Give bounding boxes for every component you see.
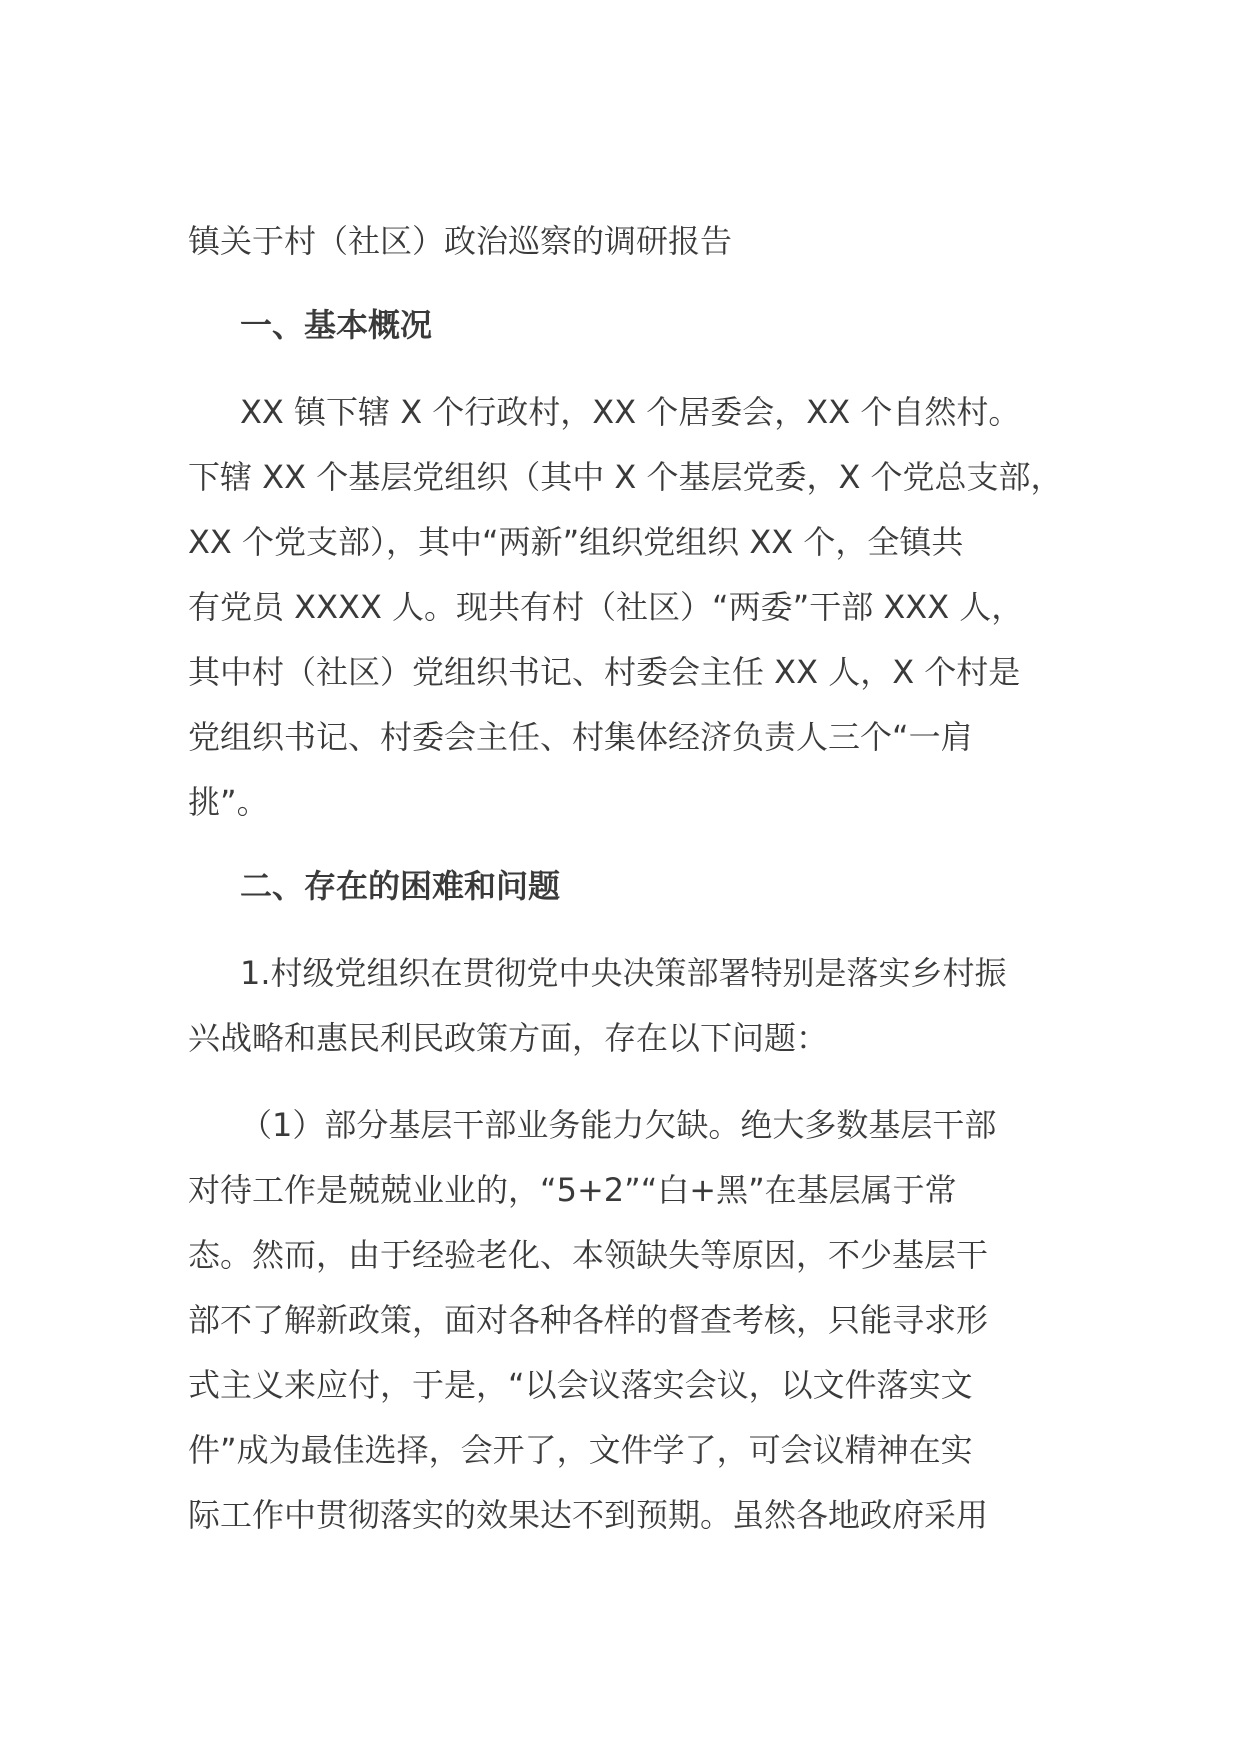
text-line: 态。然而，由于经验老化、本领缺失等原因，不少基层干 [188, 1236, 989, 1274]
paragraph-basic-overview [188, 380, 1088, 835]
paragraph-item-1-1 [188, 1093, 1088, 1548]
text-line: XX 个党支部），其中“两新”组织党组织 XX 个，全镇共 [188, 523, 964, 561]
text-line: 式主义来应付，于是，“以会议落实会议，以文件落实文 [188, 1366, 973, 1404]
text-line: 际工作中贯彻落实的效果达不到预期。虽然各地政府采用 [188, 1496, 989, 1534]
text-line: 党组织书记、村委会主任、村集体经济负责人三个“一肩 [188, 718, 973, 756]
paragraph-item-1 [188, 941, 1088, 1071]
text-line: 下辖 XX 个基层党组织（其中 X 个基层党委，X 个党总支部， [188, 458, 1063, 496]
text-line: 有党员 XXXX 人。现共有村（社区）“两委”干部 XXX 人， [188, 588, 1024, 626]
text-line: 其中村（社区）党组织书记、村委会主任 XX 人，X 个村是 [188, 653, 1021, 691]
document-title: 镇关于村（社区）政治巡察的调研报告 [188, 222, 733, 260]
section-heading-basic-overview: 一、基本概况 [240, 306, 433, 344]
text-line: 挑”。 [188, 783, 269, 821]
section-heading-problems: 二、存在的困难和问题 [240, 867, 561, 905]
document-page [188, 212, 1088, 1570]
text-line: 对待工作是兢兢业业的，“5+2”“白+黑”在基层属于常 [188, 1171, 957, 1209]
text-line: 1.村级党组织在贯彻党中央决策部署特别是落实乡村振 [240, 954, 1007, 992]
text-line: 兴战略和惠民利民政策方面，存在以下问题： [188, 1019, 829, 1057]
text-line: XX 镇下辖 X 个行政村，XX 个居委会，XX 个自然村。 [240, 393, 1021, 431]
text-line: 件”成为最佳选择，会开了，文件学了，可会议精神在实 [188, 1431, 973, 1469]
text-line: 部不了解新政策，面对各种各样的督查考核，只能寻求形 [188, 1301, 989, 1339]
text-line: （1）部分基层干部业务能力欠缺。绝大多数基层干部 [240, 1106, 997, 1144]
